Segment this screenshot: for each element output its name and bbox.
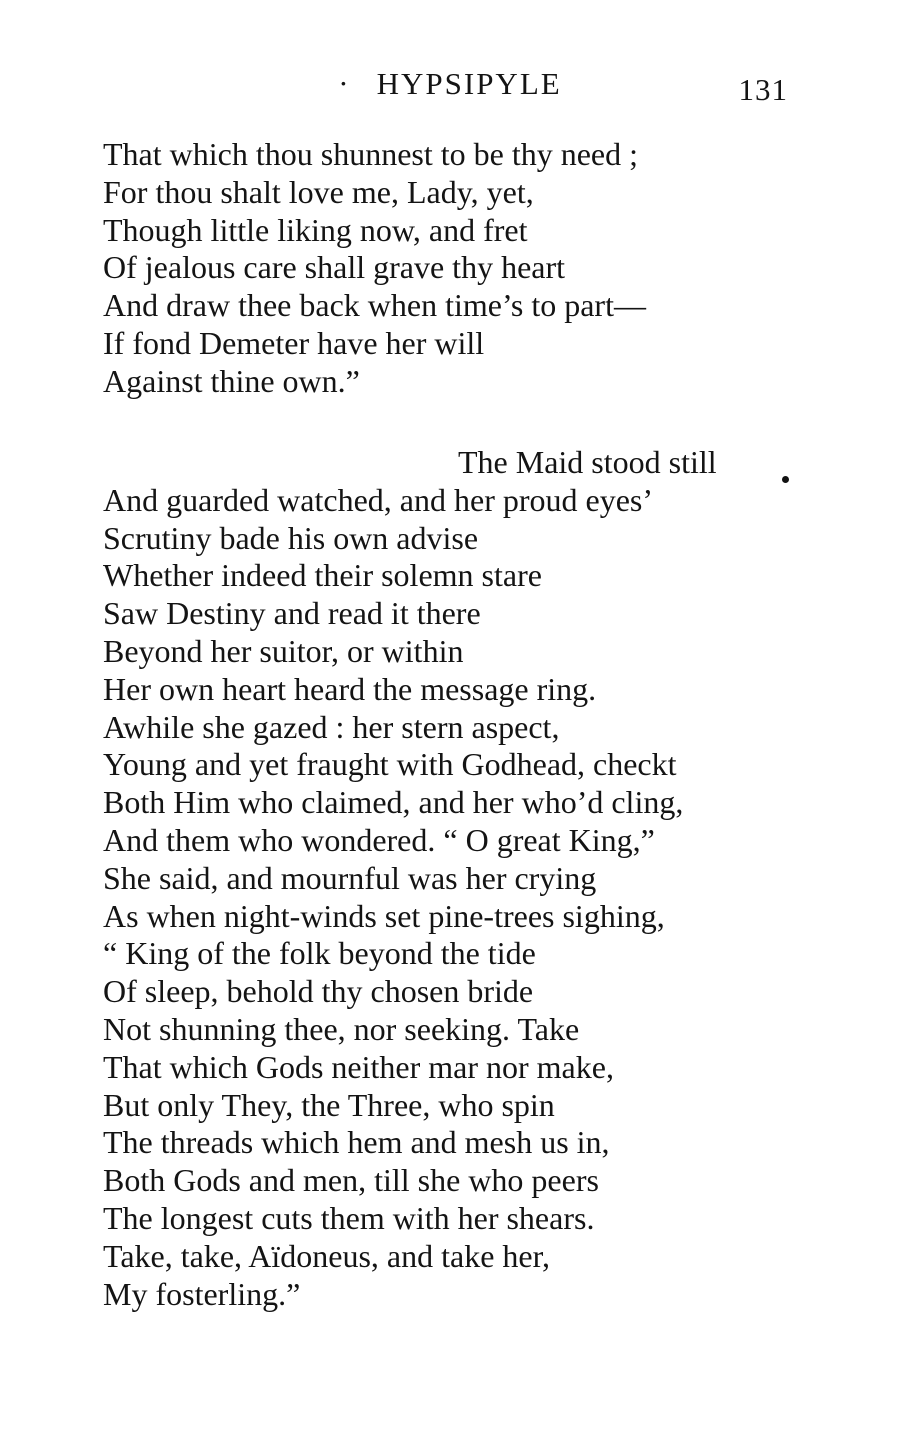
verse-line: Of sleep, behold thy chosen bride <box>103 973 534 1010</box>
verse-line: Against thine own.” <box>103 362 360 399</box>
verse-line-indented: The Maid stood still <box>458 444 717 480</box>
verse-line: Take, take, Aïdoneus, and take her, <box>103 1237 550 1274</box>
verse-line: And guarded watched, and her proud eyes’ <box>103 481 654 518</box>
verse-line: If fond Demeter have her will <box>103 324 485 361</box>
verse-line: The longest cuts them with her shears. <box>103 1199 595 1236</box>
verse-line: But only They, the Three, who spin <box>103 1086 555 1123</box>
verse-line: My fosterling.” <box>103 1275 301 1312</box>
verse-line: Though little liking now, and fret <box>103 211 528 248</box>
verse-line: Her own heart heard the message ring. <box>103 670 597 707</box>
verse-line: “ King of the folk beyond the tide <box>103 935 536 972</box>
stanza-1 <box>103 136 646 401</box>
verse-line: As when night-winds set pine-trees sighing, <box>103 897 665 934</box>
page-number: 131 <box>738 72 788 107</box>
verse-line: Whether indeed their solemn stare <box>103 557 542 594</box>
verse-line: Of jealous care shall grave thy heart <box>103 249 566 286</box>
verse-line: She said, and mournful was her crying <box>103 859 597 896</box>
verse-line: Saw Destiny and read it there <box>103 595 481 632</box>
verse-line: Both Him who claimed, and her who’d cling, <box>103 784 684 821</box>
header-dot: · <box>338 66 351 101</box>
verse-line: Beyond her suitor, or within <box>103 632 464 669</box>
verse-line: Scrutiny bade his own advise <box>103 519 479 556</box>
header-title-text: HYPSIPYLE <box>376 66 562 101</box>
verse-line: For thou shalt love me, Lady, yet, <box>103 173 534 210</box>
verse-line: And draw thee back when time’s to part— <box>103 287 646 324</box>
verse-line: That which thou shunnest to be thy need ; <box>103 136 639 172</box>
verse-line: Not shunning thee, nor seeking. Take <box>103 1010 580 1047</box>
verse-line: Both Gods and men, till she who peers <box>103 1162 599 1199</box>
verse-line: That which Gods neither mar nor make, <box>103 1048 614 1085</box>
verse-line: And them who wondered. “ O great King,” <box>103 821 655 858</box>
ink-speck <box>782 476 789 483</box>
stanza-2 <box>103 444 717 1313</box>
verse-line: Awhile she gazed : her stern aspect, <box>103 708 560 745</box>
verse-line: The threads which hem and mesh us in, <box>103 1124 610 1161</box>
verse-line: Young and yet fraught with Godhead, checkt <box>103 746 677 783</box>
